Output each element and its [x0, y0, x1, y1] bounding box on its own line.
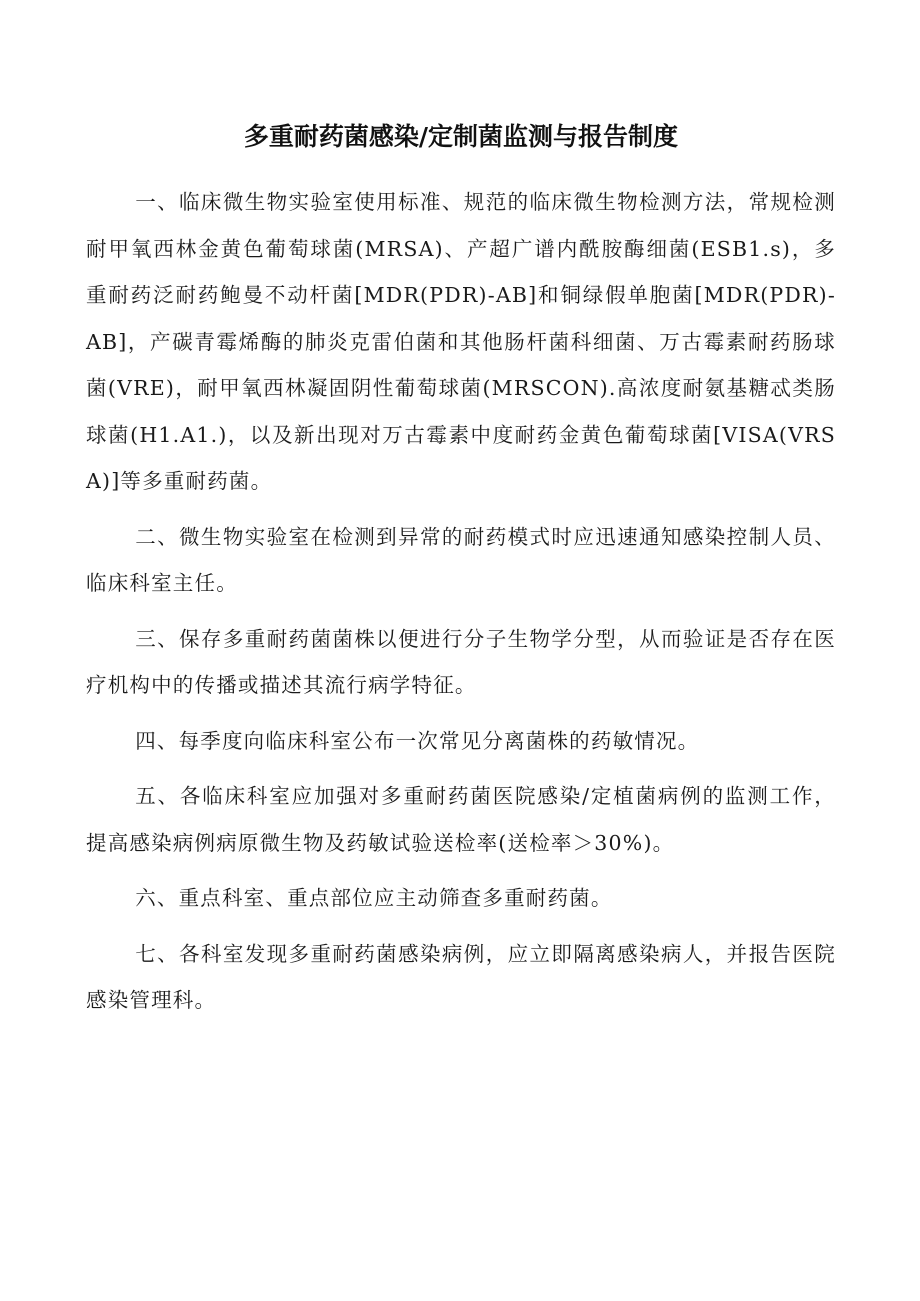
- page-title: 多重耐药菌感染/定制菌监测与报告制度: [243, 122, 679, 151]
- paragraph-5: 五、各临床科室应加强对多重耐药菌医院感染/定植菌病例的监测工作，提高感染病例病原微生物及药敏试验送检率(送检率＞30%)。: [86, 784, 836, 855]
- paragraph-6: 六、重点科室、重点部位应主动筛查多重耐药菌。: [135, 886, 613, 910]
- paragraph-3: 三、保存多重耐药菌菌株以便进行分子生物学分型，从而验证是否存在医疗机构中的传播或描述其流行病学特征。: [86, 626, 836, 697]
- paragraph-2: 二、微生物实验室在检测到异常的耐药模式时应迅速通知感染控制人员、临床科室主任。: [86, 524, 836, 595]
- paragraph-4: 四、每季度向临床科室公布一次常见分离菌株的药敏情况。: [135, 728, 700, 753]
- paragraph-7: 七、各科室发现多重耐药菌感染病例，应立即隔离感染病人，并报告医院感染管理科。: [86, 941, 836, 1012]
- paragraph-1: 一、临床微生物实验室使用标准、规范的临床微生物检测方法，常规检测耐甲氧西林金黄色葡萄球菌(MRSA)、产超广谱内酰胺酶细菌(ESB1.s)，多重耐药泛耐药鲍曼不动杆菌[MDR(PDR)-AB]和铜绿假单胞菌[MDR(PDR)-AB]，产碳青霉烯酶的肺炎克雷伯菌和其他肠杆菌科细菌、万古霉素耐药肠球菌(VRE)，耐甲氧西林凝固阴性葡萄球菌(MRSCON).高浓度耐氨基糖忒类肠球菌(H1.A1.)，以及新出现对万古霉素中度耐药金黄色葡萄球菌[VISA(VRSA)]等多重耐药菌。: [86, 190, 836, 493]
